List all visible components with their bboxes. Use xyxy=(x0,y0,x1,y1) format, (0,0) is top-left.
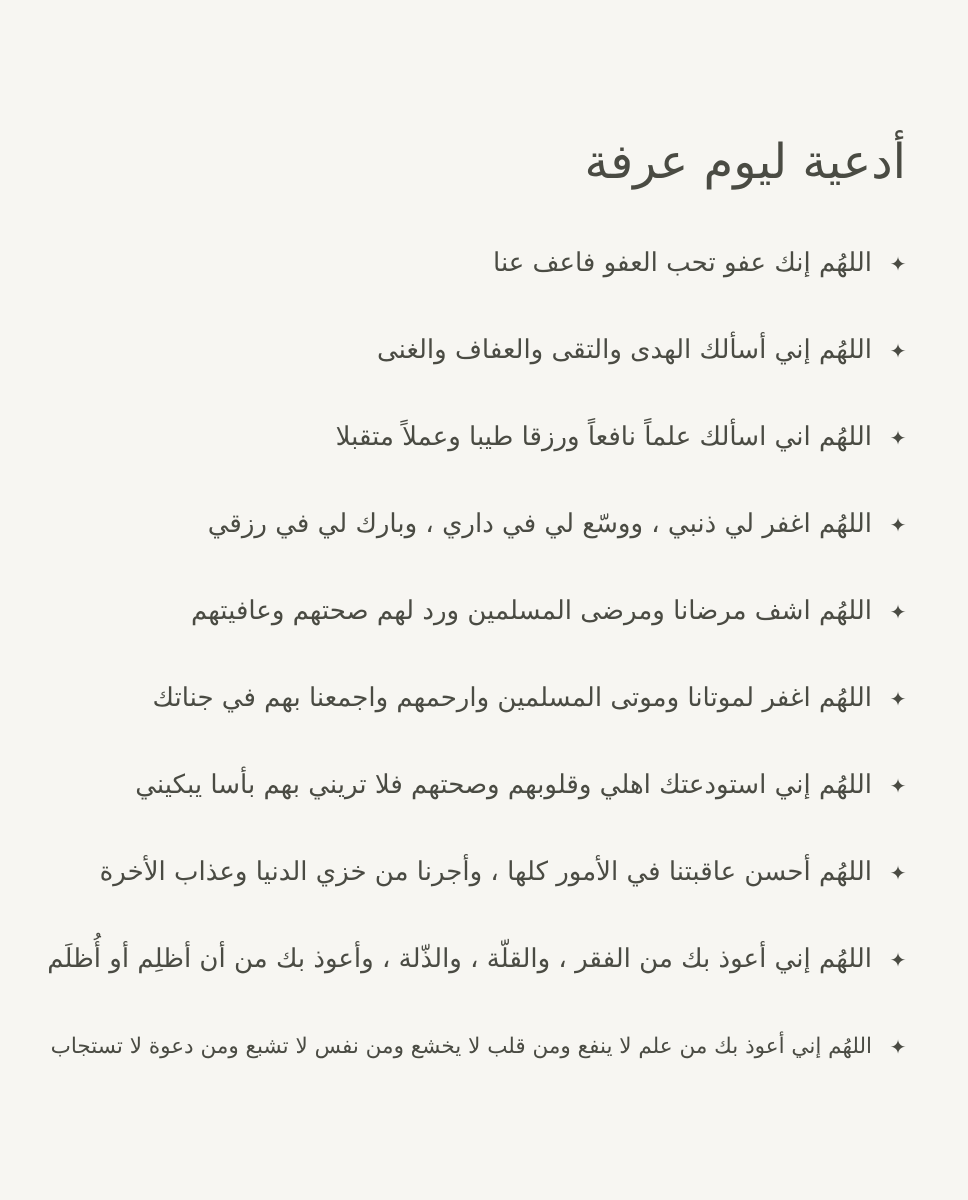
dua-item xyxy=(40,1003,910,1090)
page-title: أدعية ليوم عرفة xyxy=(584,134,906,190)
star-icon: ✦ xyxy=(889,338,907,363)
dua-item xyxy=(40,655,910,742)
star-icon: ✦ xyxy=(889,860,907,885)
dua-text: اللهُم اغفر لموتانا وموتى المسلمين وارحمهم واجمعنا بهم في جناتك xyxy=(152,682,872,713)
dua-text: اللهُم إني استودعتك اهلي وقلوبهم وصحتهم فلا تريني بهم بأسا يبكيني xyxy=(135,769,872,800)
star-icon: ✦ xyxy=(889,947,907,972)
dua-text: اللهُم اغفر لي ذنبي ، ووسّع لي في داري ، وبارك لي في رزقي xyxy=(207,508,872,539)
dua-text: اللهُم إني أسألك الهدى والتقى والعفاف والغنى xyxy=(376,334,872,365)
dua-item xyxy=(40,568,910,655)
dua-text: اللهُم إني أعوذ بك من الفقر ، والقلّة ، والذّلة ، وأعوذ بك من أن أظلِم أو أُظلَم xyxy=(47,943,872,974)
dua-text: اللهُم إني أعوذ بك من علم لا ينفع ومن قلب لا يخشع ومن نفس لا تشبع ومن دعوة لا تستجاب xyxy=(50,1033,872,1059)
star-icon: ✦ xyxy=(889,1034,907,1059)
dua-item xyxy=(40,916,910,1003)
dua-item xyxy=(40,829,910,916)
dua-item xyxy=(40,481,910,568)
dua-text: اللهُم اني اسألك علماً نافعاً ورزقا طيبا وعملاً متقبلا xyxy=(335,421,872,452)
star-icon: ✦ xyxy=(889,251,907,276)
dua-text: اللهُم أحسن عاقبتنا في الأمور كلها ، وأجرنا من خزي الدنيا وعذاب الأخرة xyxy=(99,856,872,887)
dua-list xyxy=(40,220,910,1090)
dua-text: اللهُم اشف مرضانا ومرضى المسلمين ورد لهم صحتهم وعافيتهم xyxy=(190,595,872,626)
dua-item xyxy=(40,220,910,307)
dua-item xyxy=(40,742,910,829)
dua-item xyxy=(40,307,910,394)
star-icon: ✦ xyxy=(889,512,907,537)
star-icon: ✦ xyxy=(889,773,907,798)
star-icon: ✦ xyxy=(889,599,907,624)
star-icon: ✦ xyxy=(889,686,907,711)
dua-text: اللهُم إنك عفو تحب العفو فاعف عنا xyxy=(493,247,872,278)
dua-item xyxy=(40,394,910,481)
star-icon: ✦ xyxy=(889,425,907,450)
